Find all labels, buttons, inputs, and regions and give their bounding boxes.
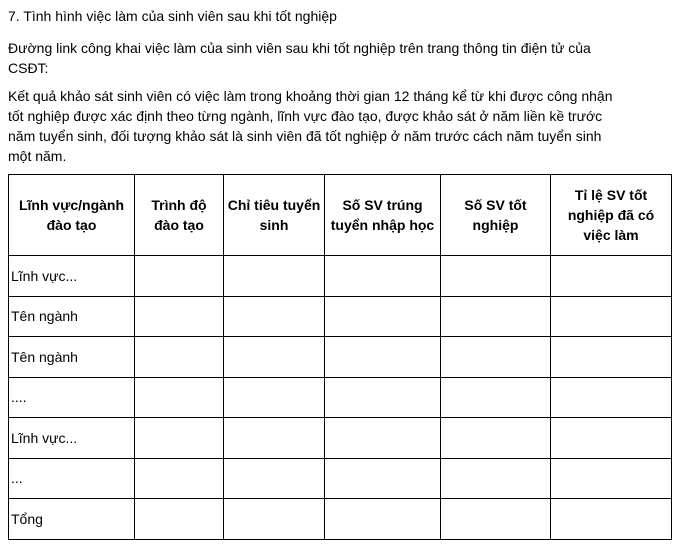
- document: [8, 6, 672, 540]
- table-cell: [135, 256, 224, 297]
- table-cell: [224, 337, 325, 378]
- table-cell: [441, 418, 551, 459]
- table-cell: [441, 499, 551, 540]
- paragraph-line: CSĐT:: [8, 60, 49, 76]
- table-row: [9, 377, 672, 418]
- table-cell: [551, 418, 672, 459]
- table-total-row: [9, 499, 672, 540]
- header-quota: Chỉ tiêu tuyển sinh: [224, 175, 325, 256]
- table-cell: [441, 337, 551, 378]
- paragraph-line: Đường link công khai việc làm của sinh viên sau khi tốt nghiệp trên trang thông tin điện tử của: [8, 40, 591, 56]
- table-cell: [135, 458, 224, 499]
- table-row: [9, 256, 672, 297]
- table-cell: [551, 337, 672, 378]
- table-cell: [551, 256, 672, 297]
- table-row: [9, 418, 672, 459]
- header-admitted: Số SV trúng tuyển nhập học: [325, 175, 441, 256]
- table-cell: [325, 296, 441, 337]
- employment-table: [8, 174, 672, 540]
- header-level: Trình độ đào tạo: [135, 175, 224, 256]
- paragraph-line: một năm.: [8, 148, 67, 164]
- table-header-row: [9, 175, 672, 256]
- header-employment-rate: Tỉ lệ SV tốt nghiệp đã có việc làm: [551, 175, 672, 256]
- table-cell: [441, 256, 551, 297]
- table-cell: [551, 499, 672, 540]
- header-field: Lĩnh vực/ngành đào tạo: [9, 175, 135, 256]
- table-cell: [441, 458, 551, 499]
- table-cell: ....: [9, 377, 135, 418]
- table-row: [9, 337, 672, 378]
- table-cell: [135, 418, 224, 459]
- table-cell: [135, 337, 224, 378]
- table-cell: [135, 377, 224, 418]
- paragraph-line: Kết quả khảo sát sinh viên có việc làm trong khoảng thời gian 12 tháng kể từ khi được công nhận: [8, 88, 613, 104]
- table-cell: [135, 296, 224, 337]
- table-cell: [551, 296, 672, 337]
- table-cell: Tên ngành: [9, 337, 135, 378]
- paragraph-line: năm tuyển sinh, đối tượng khảo sát là sinh viên đã tốt nghiệp ở năm trước cách năm tuyển sinh: [8, 128, 602, 144]
- table-cell: [441, 296, 551, 337]
- table-cell: [325, 418, 441, 459]
- table-row: [9, 296, 672, 337]
- table-cell: [551, 377, 672, 418]
- table-cell: [325, 377, 441, 418]
- table-cell: [441, 377, 551, 418]
- table-cell: [224, 377, 325, 418]
- table-cell: [224, 458, 325, 499]
- table-cell: [551, 458, 672, 499]
- paragraph-line: tốt nghiệp được xác định theo từng ngành, lĩnh vực đào tạo, được khảo sát ở năm liền kề trước: [8, 108, 603, 124]
- table-cell: Lĩnh vực...: [9, 418, 135, 459]
- table-cell: [224, 296, 325, 337]
- table-cell: [224, 499, 325, 540]
- header-graduates: Số SV tốt nghiệp: [441, 175, 551, 256]
- table-cell: [325, 337, 441, 378]
- section-heading: 7. Tình hình việc làm của sinh viên sau khi tốt nghiệp: [8, 8, 337, 24]
- table-cell: Tổng: [9, 499, 135, 540]
- survey-paragraph: [8, 86, 672, 166]
- table-cell: Tên ngành: [9, 296, 135, 337]
- table-cell: [325, 499, 441, 540]
- table-cell: [325, 256, 441, 297]
- table-cell: ...: [9, 458, 135, 499]
- table-cell: Lĩnh vực...: [9, 256, 135, 297]
- table-cell: [224, 418, 325, 459]
- link-paragraph: [8, 38, 672, 78]
- table-cell: [325, 458, 441, 499]
- table-row: [9, 458, 672, 499]
- table-cell: [224, 256, 325, 297]
- table-cell: [135, 499, 224, 540]
